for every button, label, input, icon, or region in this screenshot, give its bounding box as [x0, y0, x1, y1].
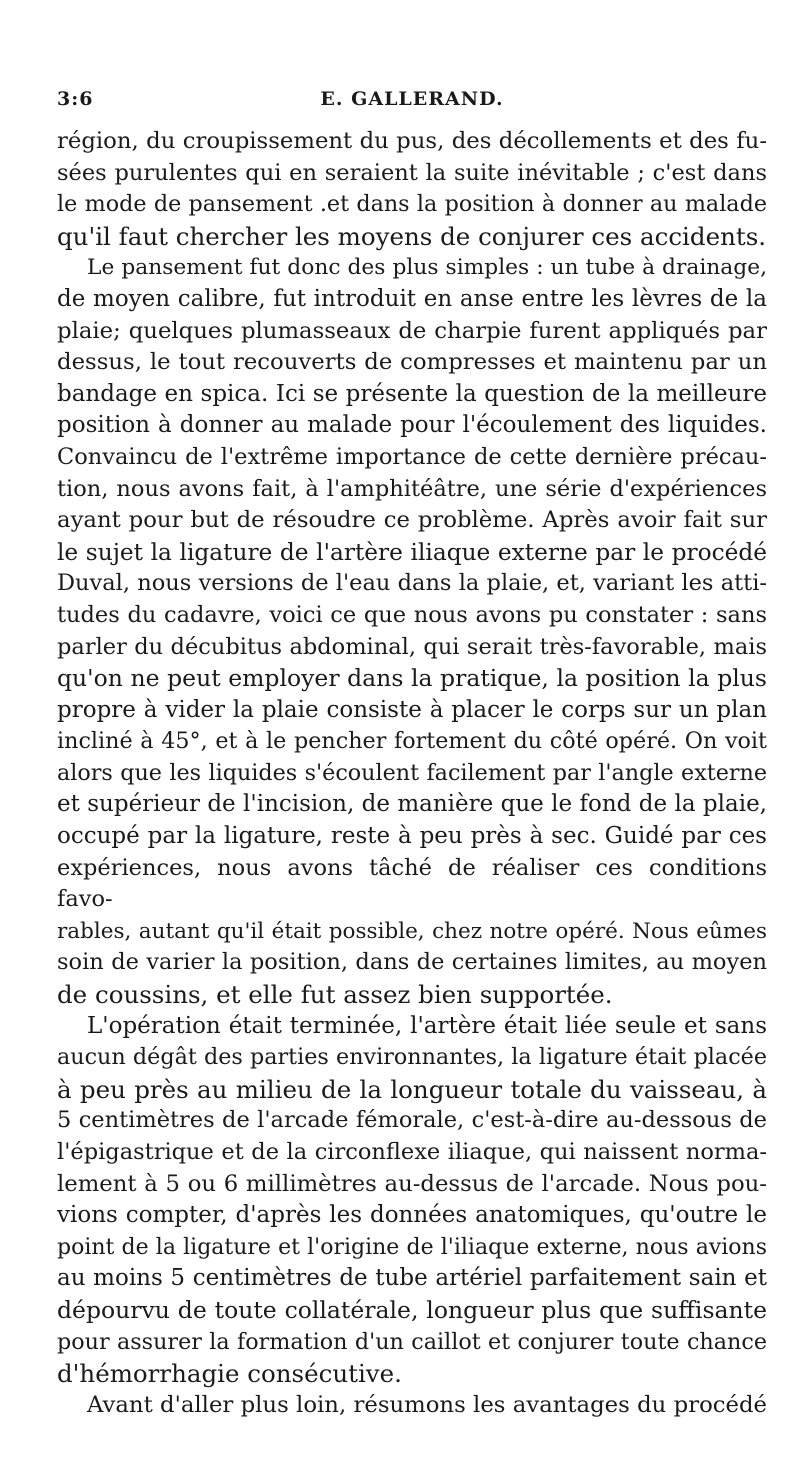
body-text — [57, 126, 767, 1421]
text-line: au moins 5 centimètres de tube artériel parfaitement sain et — [57, 1265, 767, 1292]
text-line: dépourvu de toute collatérale, longueur plus que suffisante — [57, 1295, 767, 1324]
text-line: d'hémorrhagie consécutive. — [57, 1359, 402, 1389]
text-line: Le pansement fut donc des plus simples : un tube à drainage, — [87, 255, 767, 281]
text-line: à peu près au milieu de la longueur totale du vaisseau, à — [57, 1074, 767, 1104]
text-line: aucun dégât des parties environnantes, la ligature était placée — [57, 1044, 767, 1071]
text-line: 5 centimètres de l'arcade fémorale, c'est-à-dire au-dessous de — [57, 1107, 767, 1134]
book-page — [57, 88, 767, 1421]
text-line: Duval, nous versions de l'eau dans la plaie, et, variant les atti- — [57, 570, 767, 597]
text-line: rables, autant qu'il était possible, chez notre opéré. Nous eûmes — [57, 918, 767, 944]
text-line: plaie; quelques plumasseaux de charpie furent appliqués par — [57, 317, 767, 344]
page-number: 3:6 — [57, 88, 94, 110]
text-line: L'opération était terminée, l'artère était liée seule et sans — [87, 1012, 767, 1039]
text-line: l'épigastrique et de la circonflexe iliaque, qui naissent norma- — [57, 1139, 767, 1165]
text-line: incliné à 45°, et à le pencher fortement du côté opéré. On voit — [57, 728, 767, 755]
text-line: bandage en spica. Ici se présente la question de la meilleure — [57, 380, 767, 407]
text-line: point de la ligature et l'origine de l'iliaque externe, nous avions — [57, 1234, 767, 1260]
text-line: parler du décubitus abdominal, qui serait très-favorable, mais — [57, 633, 767, 660]
text-line: de coussins, et elle fut assez bien supportée. — [57, 980, 613, 1010]
text-line: vions compter, d'après les données anatomiques, qu'outre le — [57, 1202, 767, 1229]
text-line: occupé par la ligature, reste à peu près à sec. Guidé par ces — [57, 823, 767, 850]
text-line: expériences, nous avons tâché de réaliser ces conditions favo- — [57, 854, 767, 913]
text-line: le sujet la ligature de l'artère iliaque externe par le procédé — [57, 538, 767, 566]
text-line: ayant pour but de résoudre ce problème. Après avoir fait sur — [57, 507, 767, 534]
text-line: le mode de pansement .et dans la position à donner au malade — [57, 191, 767, 218]
text-line: tion, nous avons fait, à l'amphitéâtre, une série d'expériences — [57, 475, 767, 502]
running-head: E. GALLERAND. — [320, 88, 504, 110]
text-line: dessus, le tout recouverts de compresses et maintenu par un — [57, 349, 767, 376]
text-line: soin de varier la position, dans de certaines limites, au moyen — [57, 949, 767, 976]
text-line: de moyen calibre, fut introduit en anse entre les lèvres de la — [57, 285, 767, 312]
text-line: position à donner au malade pour l'écoulement des liquides. — [57, 412, 767, 439]
text-line: tudes du cadavre, voici ce que nous avons pu constater : sans — [57, 601, 767, 628]
text-line: et supérieur de l'incision, de manière que le fond de la plaie, — [57, 791, 767, 818]
page-header — [57, 88, 767, 116]
text-line: propre à vider la plaie consiste à placer le corps sur un plan — [57, 696, 767, 723]
text-line: qu'il faut chercher les moyens de conjurer ces accidents. — [57, 221, 767, 251]
text-line: Avant d'aller plus loin, résumons les avantages du procédé — [87, 1391, 767, 1418]
text-line: qu'on ne peut employer dans la pratique, la position la plus — [57, 664, 767, 693]
text-line: sées purulentes qui en seraient la suite inévitable ; c'est dans — [57, 159, 767, 186]
text-line: région, du croupissement du pus, des décollements et des fu- — [57, 128, 767, 154]
text-line: alors que les liquides s'écoulent facilement par l'angle externe — [57, 759, 767, 786]
text-line: pour assurer la formation d'un caillot et conjurer toute chance — [57, 1328, 767, 1355]
text-line: lement à 5 ou 6 millimètres au-dessus de l'arcade. Nous pou- — [57, 1170, 767, 1197]
text-line: Convaincu de l'extrême importance de cette dernière précau- — [57, 443, 767, 470]
